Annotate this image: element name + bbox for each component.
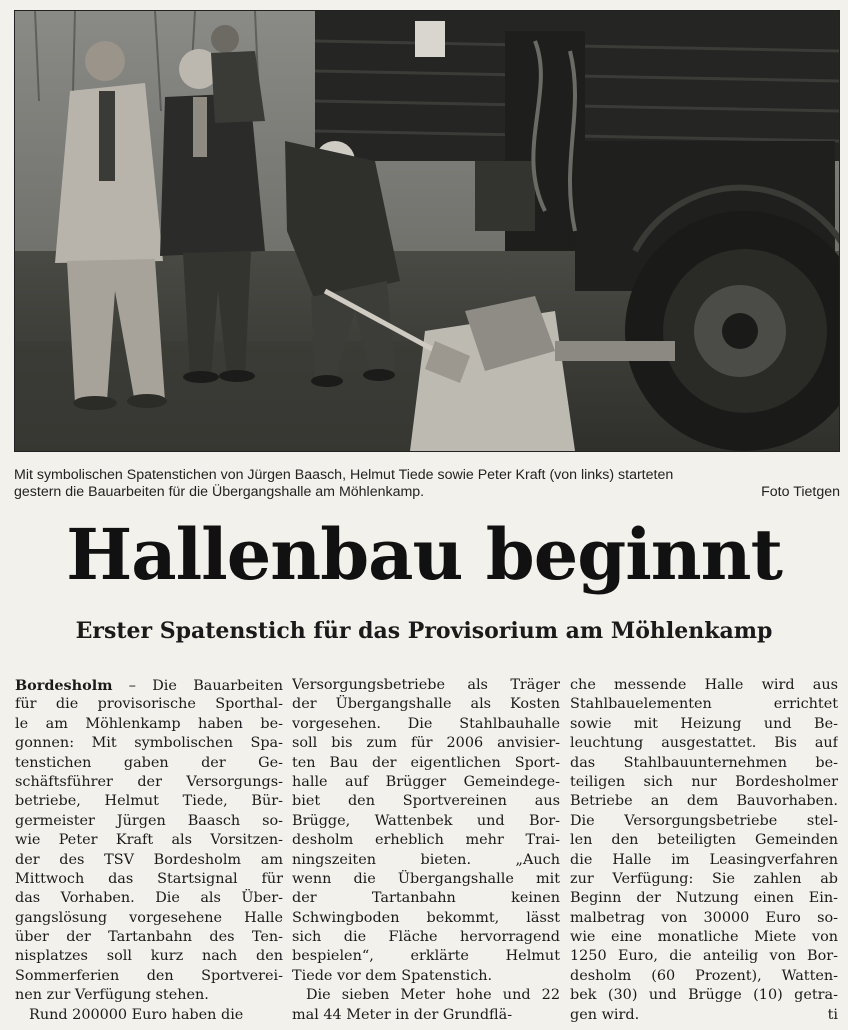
article-line: über der Tartanbahn des Ten- bbox=[15, 929, 283, 946]
article-line: Betriebe an dem Bauvorhaben. bbox=[570, 793, 838, 810]
article-line: Rund 200000 Euro haben die bbox=[29, 1006, 244, 1023]
author-end-mark: ti bbox=[827, 1006, 838, 1023]
article-line: betriebe, Helmut Tiede, Bür- bbox=[15, 793, 283, 810]
article-line: der Tartanbahn keinen bbox=[292, 890, 560, 907]
article-line: ten Bau der eigentlichen Sport- bbox=[292, 754, 560, 771]
article-line: teiligen sich nur Bordesholmer bbox=[570, 773, 838, 790]
article-line: Sommerferien den Sportverei- bbox=[15, 967, 283, 984]
article-line: Brügge, Wattenbek und Bor- bbox=[292, 812, 560, 829]
article-line: germeister Jürgen Baasch so- bbox=[15, 812, 283, 829]
article-column-1 bbox=[15, 676, 283, 1025]
article-line: wie eine monatliche Miete von bbox=[570, 929, 838, 946]
article-line: desholm (60 Prozent), Watten- bbox=[570, 967, 838, 984]
article-last-text: gen wird. bbox=[570, 1006, 640, 1023]
article-line: Bordesholm – Die Bauarbeiten bbox=[15, 677, 283, 694]
article-line: desholm erheblich mehr Trai- bbox=[292, 832, 560, 849]
photo-caption bbox=[14, 467, 840, 501]
article-line: bek (30) und Brügge (10) getra- bbox=[570, 987, 838, 1004]
article-line: sowie mit Heizung und Be- bbox=[570, 715, 838, 732]
article-line: schäftsführer der Versorgungs- bbox=[15, 773, 283, 790]
article-line: gonnen: Mit symbolischen Spa- bbox=[15, 735, 283, 752]
article-line: die Halle im Leasingverfahren bbox=[570, 851, 838, 868]
article-line: tenstichen gaben der Ge- bbox=[15, 754, 283, 771]
press-photo bbox=[14, 10, 840, 452]
article-line: Die Versorgungsbetriebe stel- bbox=[570, 812, 838, 829]
caption-line-1: Mit symbolischen Spatenstichen von Jürgen Baasch, Helmut Tiede sowie Peter Kraft (von links) starteten bbox=[14, 467, 674, 483]
article-line: soll bis zum für 2006 anvisier- bbox=[292, 735, 560, 752]
article-line: malbetrag von 30000 Euro so- bbox=[570, 909, 838, 926]
article-line: gangslösung vorgesehene Halle bbox=[15, 909, 283, 926]
article-line: für die provisorische Sporthal- bbox=[15, 696, 283, 713]
article-line: nen zur Verfügung stehen. bbox=[15, 987, 209, 1004]
press-photo-groundbreaking-icon bbox=[15, 11, 839, 451]
caption-credit-row bbox=[14, 484, 840, 501]
article-line: wenn die Übergangshalle mit bbox=[292, 870, 560, 887]
article-line: Stahlbauelementen errichtet bbox=[570, 696, 838, 713]
article-line: 1250 Euro, die anteilig von Bor- bbox=[570, 948, 838, 965]
dateline: Bordesholm bbox=[15, 677, 113, 694]
article-line: Versorgungsbetriebe als Träger bbox=[292, 677, 560, 693]
article-line bbox=[570, 1006, 838, 1025]
article-line: der des TSV Bordesholm am bbox=[15, 851, 283, 868]
article-line: le am Möhlenkamp haben be- bbox=[15, 715, 283, 732]
article-line: nisplatzes soll kurz nach den bbox=[15, 948, 283, 965]
article-column-3 bbox=[570, 676, 838, 1025]
article-line: bespielen“, erklärte Helmut bbox=[292, 948, 560, 965]
article-line: das Stahlbauunternehmen be- bbox=[570, 754, 838, 771]
article-line: ningszeiten bieten. „Auch bbox=[292, 851, 560, 868]
article-line: zur Verfügung: Sie zahlen ab bbox=[570, 870, 838, 887]
article-line: wie Peter Kraft als Vorsitzen- bbox=[15, 832, 283, 849]
article-line: sich die Fläche hervorragend bbox=[292, 929, 560, 946]
article-line: Schwingboden bekommt, lässt bbox=[292, 909, 560, 926]
caption-line-2: gestern die Bauarbeiten für die Übergangshalle am Möhlenkamp. bbox=[14, 484, 425, 500]
article-line: vorgesehen. Die Stahlbauhalle bbox=[292, 715, 560, 732]
article-column-2 bbox=[292, 676, 560, 1025]
article-line: das Vorhaben. Die als Über- bbox=[15, 890, 283, 907]
article-line: che messende Halle wird aus bbox=[570, 677, 838, 693]
article-line: biet den Sportvereinen aus bbox=[292, 793, 560, 810]
article-line: Die sieben Meter hohe und 22 bbox=[306, 987, 560, 1004]
article-line: Beginn der Nutzung einen Ein- bbox=[570, 890, 838, 907]
headline: Hallenbau beginnt bbox=[66, 513, 782, 596]
subheadline: Erster Spatenstich für das Provisorium am Möhlenkamp bbox=[75, 618, 773, 644]
photo-credit: Foto Tietgen bbox=[761, 484, 840, 500]
article-line: halle auf Brügger Gemeindege- bbox=[292, 773, 560, 790]
article-line: der Übergangshalle als Kosten bbox=[292, 696, 560, 713]
article-line: len den beteiligten Gemeinden bbox=[570, 832, 838, 849]
article-line: mal 44 Meter in der Grundflä- bbox=[292, 1006, 513, 1023]
article-line: Tiede vor dem Spatenstich. bbox=[292, 967, 493, 984]
article-line: Mittwoch das Startsignal für bbox=[15, 870, 283, 887]
article-line: leuchtung ausgestattet. Bis auf bbox=[570, 735, 838, 752]
